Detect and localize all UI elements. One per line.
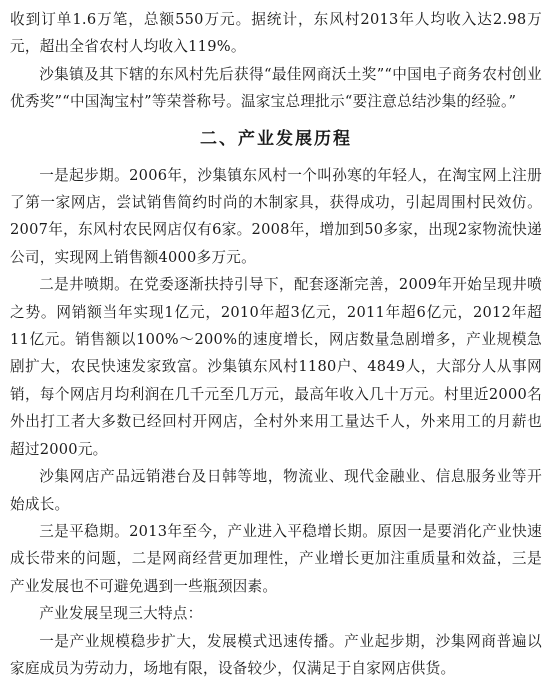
paragraph-startup-phase: 一是起步期。2006年，沙集镇东风村一个叫孙寒的年轻人，在淘宝网上注册了第一家网店，尝试销售简约时尚的木制家具，获得成功，引起周围村民效仿。2007年，东风村农民网店仅有6家。2008年，增加到50多家，出现2家物流快递公司，实现网上销售额4000多万元。	[10, 166, 542, 266]
section-heading: 二、产业发展历程	[200, 128, 352, 149]
paragraph-stable-phase: 三是平稳期。2013年至今，产业进入平稳增长期。原因一是要消化产业快速成长带来的问题，二是网商经营更加理性，产业增长更加注重质量和效益，三是产业发展也不可避免遇到一些瓶颈因素。	[10, 522, 542, 595]
paragraph-boom-phase: 二是井喷期。在党委逐渐扶持引导下，配套逐渐完善，2009年开始呈现井喷之势。网销额当年实现1亿元，2010年超3亿元，2011年超6亿元，2012年超11亿元。销售额以100%～200%的速度增长，网店数量急剧增多，产业规模急剧扩大，农民快速发家致富。沙集镇东风村1180户、4849人，大部分人从事网销，每个网店月均利润在几千元至几万元，最高年收入几十万元。村里近2000名外出打工者大多数已经回村开网店，全村外来用工量达千人，外来用工的月薪也超过2000元。	[10, 276, 542, 458]
paragraph-feature-one: 一是产业规模稳步扩大，发展模式迅速传播。产业起步期，沙集网商普遍以家庭成员为劳动力，场地有限，设备较少，仅满足于自家网店供货。	[10, 632, 542, 677]
paragraph-honors: 沙集镇及其下辖的东风村先后获得“最佳网商沃土奖”“中国电子商务农村创业优秀奖”“中国淘宝村”等荣誉称号。温家宝总理批示“要注意总结沙集的经验。”	[10, 65, 542, 111]
paragraph-features-intro: 产业发展呈现三大特点：	[39, 605, 203, 623]
paragraph-market-reach: 沙集网店产品远销港台及日韩等地，物流业、现代金融业、信息服务业等开始成长。	[10, 468, 542, 513]
paragraph-order-statistics: 收到订单1.6万笔，总额550万元。据统计，东风村2013年人均收入达2.98万元，超出全省农村人均收入119%。	[10, 11, 542, 56]
